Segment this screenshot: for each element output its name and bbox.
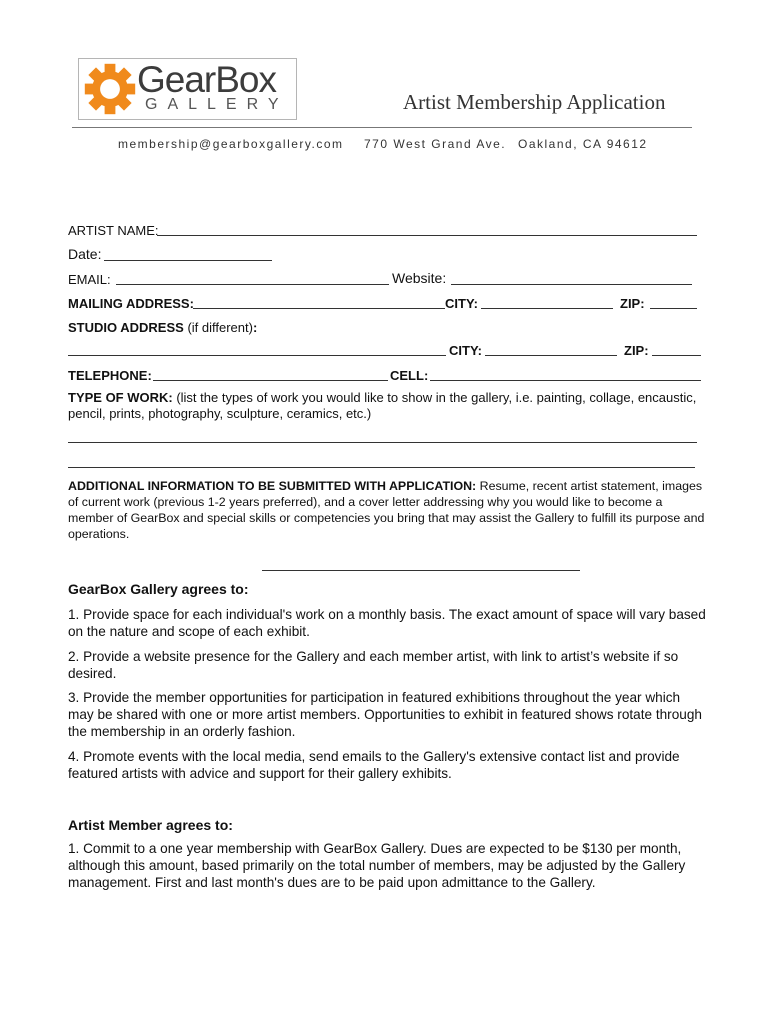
website-label: Website: (392, 270, 447, 286)
artist-name-label: ARTIST NAME: (68, 223, 159, 238)
artist-agrees-heading: Artist Member agrees to: (68, 817, 233, 833)
email-field[interactable] (116, 284, 389, 285)
cell-label: CELL: (390, 368, 429, 383)
city-field[interactable] (481, 308, 613, 309)
city2-field[interactable] (485, 355, 617, 356)
gallery-agree-item: 3. Provide the member opportunities for participation in featured exhibitions throughout the year which may be shared with one or more artist members. Opportunities to exhibit in featured shows rotate through the membership in an orderly fashion. (68, 690, 702, 739)
city2-label: CITY: (449, 343, 482, 358)
gallery-agree-item: 4. Promote events with the local media, send emails to the Gallery's extensive contact list and provide featured artists with advice and support for their gallery exhibits. (68, 749, 680, 781)
contact-email: membership@gearboxgallery.com (118, 137, 344, 151)
type-of-work-prompt: TYPE OF WORK: (list the types of work you would like to show in the gallery, i.e. painting, collage, encaustic, pencil, prints, photography, sculpture, ceramics, etc.) (68, 390, 697, 421)
website-field[interactable] (451, 284, 692, 285)
mailing-address-label: MAILING ADDRESS: (68, 296, 194, 311)
logo-subtitle: GALLERY (145, 96, 289, 113)
gear-icon (83, 61, 137, 117)
city-label: CITY: (445, 296, 478, 311)
section-divider (262, 570, 580, 571)
mailing-address-field[interactable] (193, 308, 445, 309)
gallery-agree-item: 1. Provide space for each individual's work on a monthly basis. The exact amount of space will vary based on the nature and scope of each exhibit. (68, 607, 706, 639)
zip-label: ZIP: (620, 296, 645, 311)
header-divider (72, 127, 692, 128)
artist-name-field[interactable] (157, 235, 697, 236)
page-title: Artist Membership Application (403, 90, 666, 114)
date-field[interactable] (104, 260, 272, 261)
telephone-label: TELEPHONE: (68, 368, 152, 383)
zip2-field[interactable] (652, 355, 701, 356)
zip-field[interactable] (650, 308, 697, 309)
studio-address-label: STUDIO ADDRESS (if different): (68, 320, 258, 335)
email-label: EMAIL: (68, 272, 111, 287)
additional-info-text: ADDITIONAL INFORMATION TO BE SUBMITTED WITH APPLICATION: Resume, recent artist statement, images of current work (previous 1-2 years preferred), and a cover letter addressing why you would like to become a member of GearBox and special skills or competencies you bring that may assist the Gallery to fulfill its purpose and operations. (68, 479, 705, 541)
type-of-work-line-2[interactable] (68, 467, 695, 468)
artist-agree-item: 1. Commit to a one year membership with GearBox Gallery. Dues are expected to be $130 per month, although this amount, based primarily on the total number of members, may be adjusted by the Gallery management. First and last month's dues are to be paid upon admittance to the Gallery. (68, 841, 686, 890)
contact-city: Oakland, CA 94612 (518, 137, 648, 151)
cell-field[interactable] (430, 380, 701, 381)
studio-address-field[interactable] (68, 355, 446, 356)
type-of-work-line-1[interactable] (68, 442, 697, 443)
telephone-field[interactable] (153, 380, 388, 381)
gearbox-logo (78, 58, 297, 120)
date-label: Date: (68, 246, 102, 262)
zip2-label: ZIP: (624, 343, 649, 358)
contact-address: 770 West Grand Ave. (364, 137, 507, 151)
gallery-agrees-heading: GearBox Gallery agrees to: (68, 581, 249, 597)
logo-wordmark: GearBox (137, 59, 277, 100)
gallery-agree-item: 2. Provide a website presence for the Gallery and each member artist, with link to artist’s website if so desired. (68, 649, 679, 681)
